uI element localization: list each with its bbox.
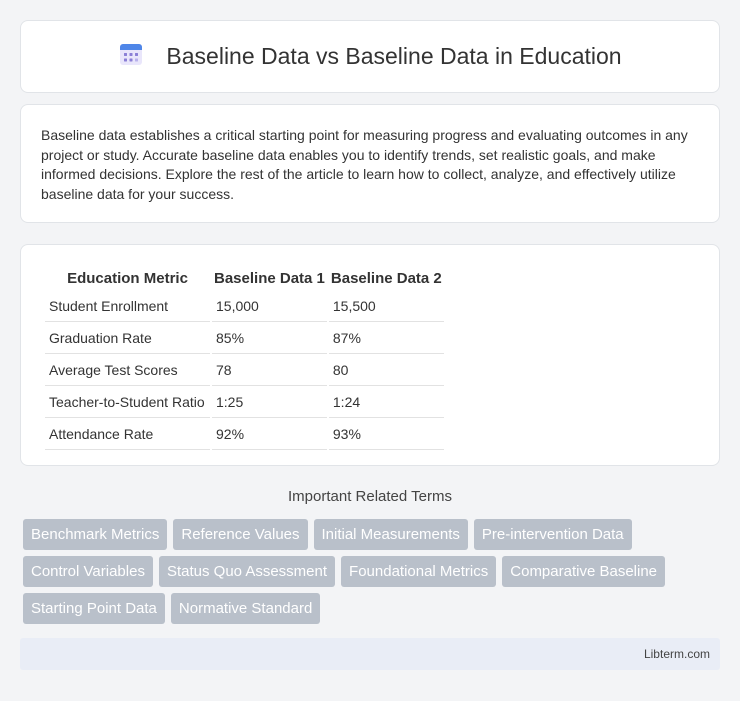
- table-cell-metric: Attendance Rate: [45, 420, 210, 450]
- term-tag[interactable]: Benchmark Metrics: [23, 519, 167, 550]
- table-row: [45, 324, 444, 354]
- term-tag[interactable]: Foundational Metrics: [341, 556, 496, 587]
- table-row: [45, 420, 444, 450]
- term-tag[interactable]: Initial Measurements: [314, 519, 468, 550]
- column-header-metric: Education Metric: [67, 270, 188, 287]
- table-cell-value: 15,500: [329, 292, 444, 322]
- related-terms-title: Important Related Terms: [288, 488, 452, 505]
- table-cell-value: 87%: [329, 324, 444, 354]
- term-tag[interactable]: Control Variables: [23, 556, 153, 587]
- table-cell-metric: Average Test Scores: [45, 356, 210, 386]
- table-cell-metric: Student Enrollment: [45, 292, 210, 322]
- term-tag[interactable]: Starting Point Data: [23, 593, 165, 624]
- table-cell-value: 1:25: [212, 388, 327, 418]
- term-tag[interactable]: Reference Values: [173, 519, 307, 550]
- table-cell-value: 78: [212, 356, 327, 386]
- table-cell-value: 80: [329, 356, 444, 386]
- term-tag[interactable]: Comparative Baseline: [502, 556, 665, 587]
- page-title: Baseline Data vs Baseline Data in Education: [166, 43, 622, 69]
- header-card: [20, 20, 720, 93]
- table-row: [45, 356, 444, 386]
- intro-card: [20, 104, 720, 223]
- table-cell-value: 1:24: [329, 388, 444, 418]
- table-header-row: [45, 267, 444, 290]
- header: [21, 21, 719, 92]
- column-header-baseline-2: Baseline Data 2: [330, 270, 442, 287]
- intro-paragraph: Baseline data establishes a critical starting point for measuring progress and evaluating outcomes in any project or study. Accurate baseline data enables you to identify trends, set realistic goals, and make informed decisions. Explore the rest of the article to learn how to collect, analyze, and effectively utilize baseline data for your success.: [41, 127, 688, 202]
- table-cell-value: 92%: [212, 420, 327, 450]
- related-terms-list: [23, 519, 723, 630]
- table-cell-metric: Graduation Rate: [45, 324, 210, 354]
- table-row: [45, 292, 444, 322]
- footer-site-link[interactable]: Libterm.com: [643, 647, 710, 661]
- table-card: [20, 244, 720, 466]
- calendar-icon: [118, 41, 166, 72]
- footer: [20, 638, 720, 670]
- table-row: [45, 388, 444, 418]
- column-header-baseline-1: Baseline Data 1: [214, 270, 325, 287]
- term-tag[interactable]: Pre-intervention Data: [474, 519, 632, 550]
- table-cell-value: 85%: [212, 324, 327, 354]
- table-cell-value: 93%: [329, 420, 444, 450]
- table-cell-metric: Teacher-to-Student Ratio: [45, 388, 210, 418]
- term-tag[interactable]: Normative Standard: [171, 593, 320, 624]
- term-tag[interactable]: Status Quo Assessment: [159, 556, 335, 587]
- comparison-table: [43, 265, 446, 452]
- table-cell-value: 15,000: [212, 292, 327, 322]
